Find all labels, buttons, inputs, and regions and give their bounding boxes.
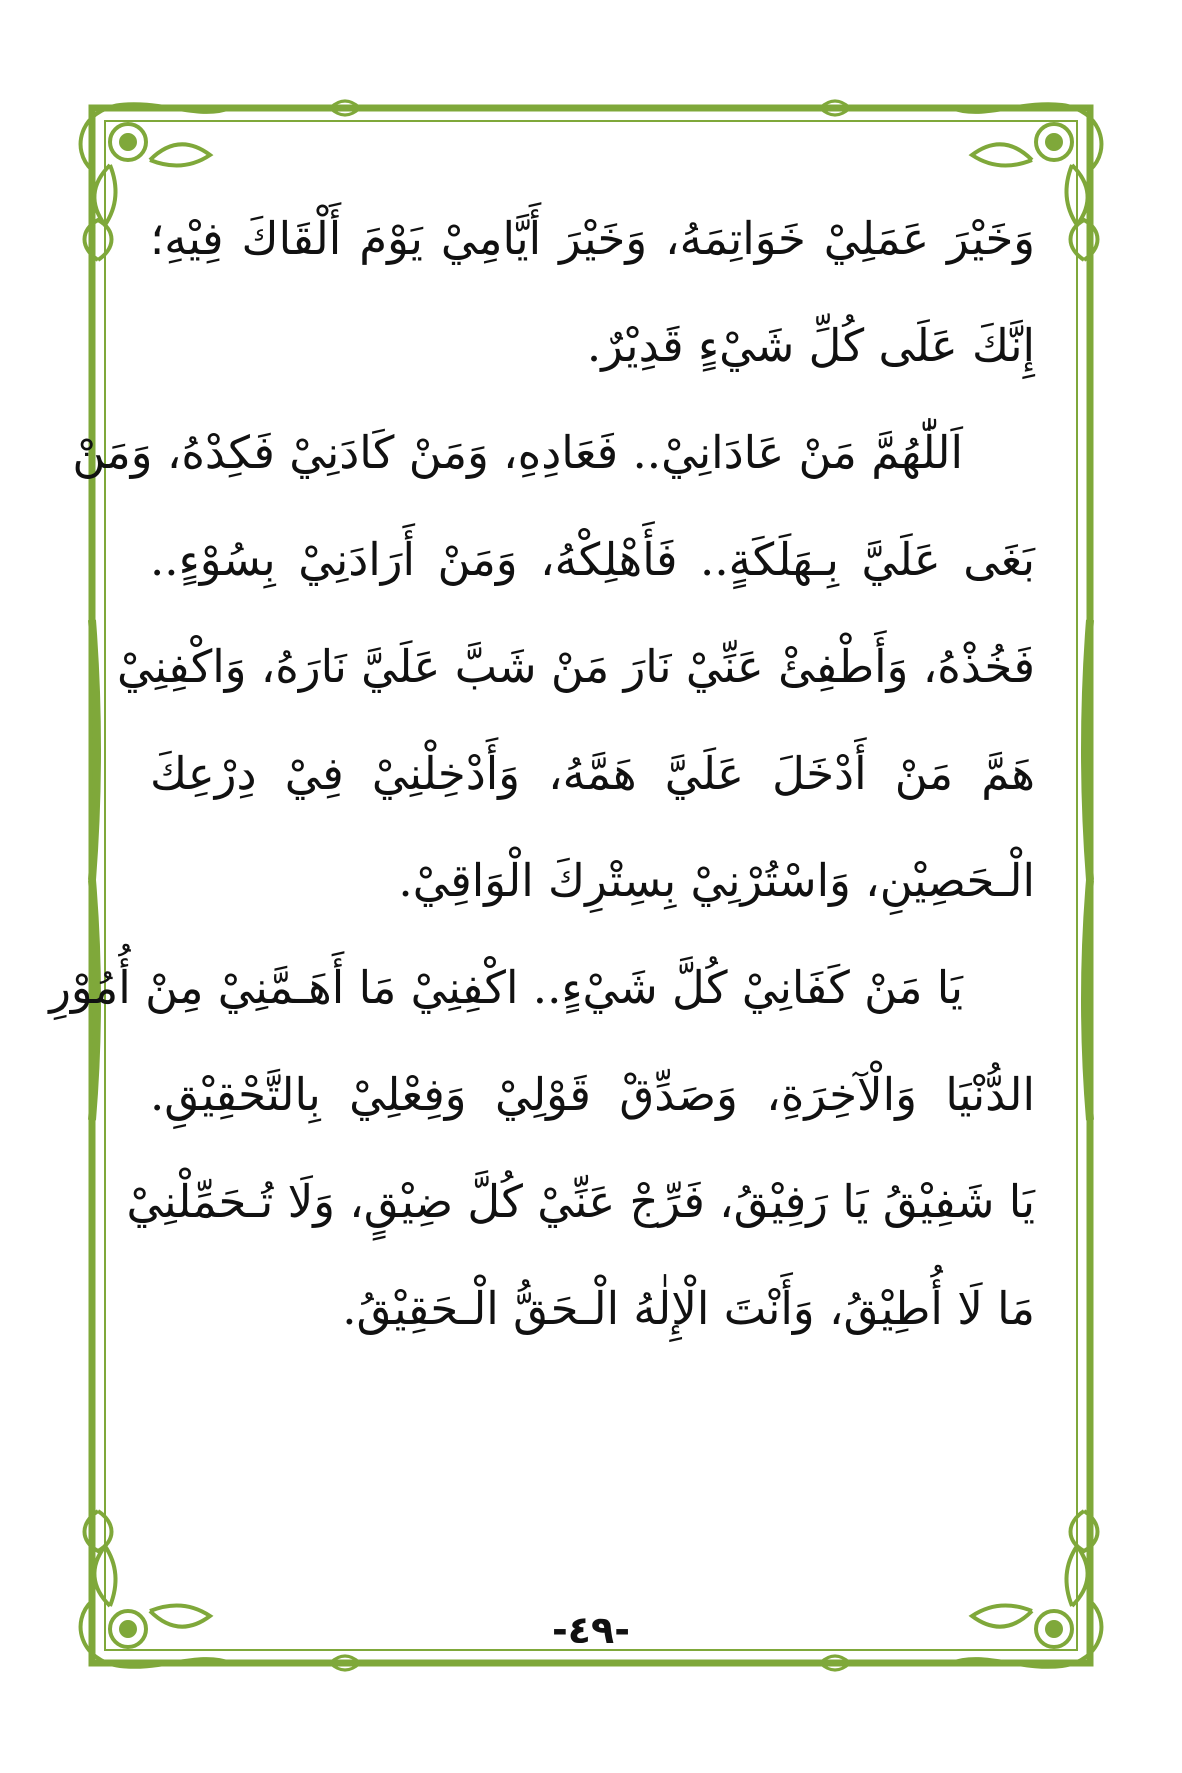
text-line: وَخَيْرَ عَمَلِيْ خَوَاتِمَهُ، وَخَيْرَ أَيَّامِيْ يَوْمَ أَلْقَاكَ فِيْهِ؛ xyxy=(150,212,1035,265)
text-line: هَمَّ مَنْ أَدْخَلَ عَلَيَّ هَمَّهُ، وَأَدْخِلْنِيْ فِيْ دِرْعِكَ xyxy=(150,747,1035,800)
paragraph-2 xyxy=(72,399,1035,934)
page-number: -٤٩- xyxy=(552,1608,630,1652)
text-line: مَا لَا أُطِيْقُ، وَأَنْتَ الْإِلٰهُ الْـحَقُّ الْـحَقِيْقُ. xyxy=(342,1282,1035,1335)
paragraph-1 xyxy=(150,185,1035,399)
paragraph-3 xyxy=(49,934,1035,1362)
text-line: الدُّنْيَا وَالْآخِرَةِ، وَصَدِّقْ قَوْلِيْ وَفِعْلِيْ بِالتَّحْقِيْقِ. xyxy=(150,1068,1035,1121)
text-line: اَللّٰهُمَّ مَنْ عَادَانِيْ.. فَعَادِهِ، وَمَنْ كَادَنِيْ فَكِدْهُ، وَمَنْ xyxy=(72,426,963,479)
text-line: يَا شَفِيْقُ يَا رَفِيْقُ، فَرِّجْ عَنِّيْ كُلَّ ضِيْقٍ، وَلَا تُـحَمِّلْنِيْ xyxy=(126,1175,1035,1228)
text-line: يَا مَنْ كَفَانِيْ كُلَّ شَيْءٍ.. اكْفِنِيْ مَا أَهَـمَّنِيْ مِنْ أُمُوْرِ xyxy=(49,961,963,1014)
text-line: إِنَّكَ عَلَى كُلِّ شَيْءٍ قَدِيْرٌ. xyxy=(586,319,1035,372)
text-line: فَخُذْهُ، وَأَطْفِئْ عَنِّيْ نَارَ مَنْ شَبَّ عَلَيَّ نَارَهُ، وَاكْفِنِيْ xyxy=(116,640,1035,693)
prayer-text-body xyxy=(49,185,1035,1362)
text-line: بَغَى عَلَيَّ بِـهَلَكَةٍ.. فَأَهْلِكْهُ، وَمَنْ أَرَادَنِيْ بِسُوْءٍ.. xyxy=(150,533,1035,586)
text-line: الْـحَصِيْنِ، وَاسْتُرْنِيْ بِسِتْرِكَ الْوَاقِيْ. xyxy=(398,854,1035,907)
